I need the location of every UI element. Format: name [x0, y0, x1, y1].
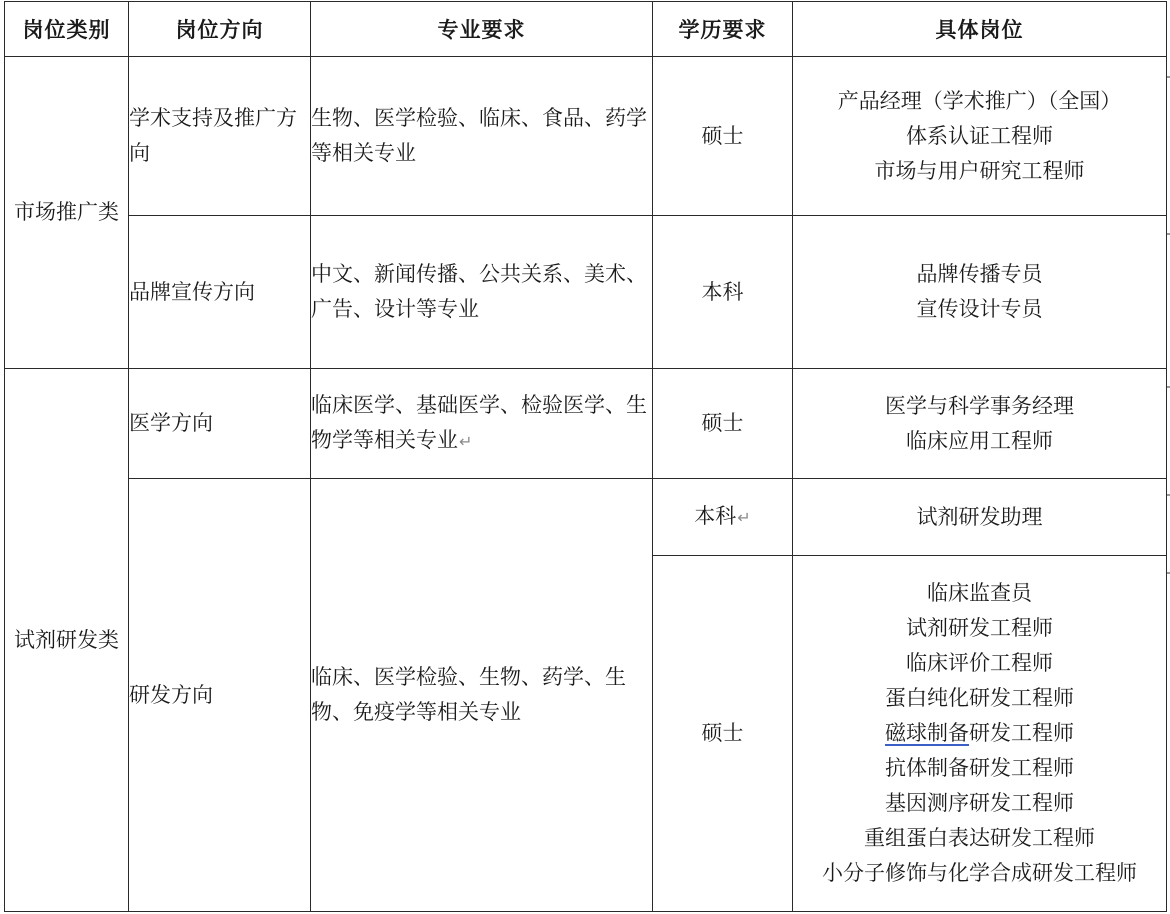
header-education: 学历要求 [653, 2, 793, 57]
position-item: 临床监查员 [927, 581, 1032, 605]
direction-label: 学术支持及推广方向 [129, 106, 297, 165]
major-cell [311, 369, 653, 479]
positions-cell [793, 369, 1167, 479]
position-item-suffix: 研发工程师 [969, 721, 1074, 745]
education-cell [653, 369, 793, 479]
major-text: 生物、医学检验、临床、食品、药学等相关专业 [311, 106, 647, 165]
position-item: 市场与用户研究工程师 [874, 158, 1085, 183]
direction-cell [129, 369, 311, 479]
category-label: 试剂研发类 [14, 627, 119, 652]
position-item: 医学与科学事务经理 [885, 393, 1074, 418]
paragraph-mark: ↵ [459, 432, 473, 451]
spellcheck-underlined-text: 磁球制备 [885, 721, 969, 745]
category-cell [5, 369, 129, 912]
direction-label: 医学方向 [129, 411, 213, 435]
position-item: 重组蛋白表达研发工程师 [864, 826, 1095, 850]
position-item: 抗体制备研发工程师 [885, 756, 1074, 780]
position-item: 产品经理（学术推广）（全国） [837, 88, 1122, 113]
table-header-row [5, 2, 1167, 57]
paragraph-mark: ↵ [737, 508, 751, 527]
direction-label: 研发方向 [129, 682, 213, 707]
header-category: 岗位类别 [5, 2, 129, 57]
education-text: 本科 [701, 279, 744, 304]
position-item: 试剂研发助理 [916, 504, 1043, 529]
position-item: 临床应用工程师 [906, 428, 1053, 453]
direction-cell [129, 57, 311, 216]
position-item: 宣传设计专员 [916, 297, 1043, 321]
education-cell [653, 479, 793, 556]
position-item: 基因测序研发工程师 [885, 791, 1074, 815]
major-text: 临床医学、基础医学、检验医学、生物学等相关专业 [311, 393, 647, 452]
table-row [5, 216, 1167, 369]
job-positions-table [4, 1, 1167, 912]
category-label: 市场推广类 [14, 200, 119, 224]
table-row [5, 479, 1167, 556]
header-direction: 岗位方向 [129, 2, 311, 57]
header-positions: 具体岗位 [793, 2, 1167, 57]
positions-cell [793, 57, 1167, 216]
category-cell [5, 57, 129, 369]
major-cell [311, 479, 653, 912]
direction-label: 品牌宣传方向 [129, 279, 255, 304]
major-cell [311, 57, 653, 216]
position-item: 蛋白纯化研发工程师 [885, 686, 1074, 710]
education-text: 硕士 [701, 721, 744, 745]
header-major: 专业要求 [311, 2, 653, 57]
direction-cell [129, 216, 311, 369]
major-cell [311, 216, 653, 369]
position-item: 试剂研发工程师 [906, 616, 1053, 640]
table-row [5, 369, 1167, 479]
education-text: 硕士 [701, 123, 744, 148]
position-item: 小分子修饰与化学合成研发工程师 [822, 861, 1137, 885]
major-text: 中文、新闻传播、公共关系、美术、广告、设计等专业 [311, 262, 647, 321]
education-cell [653, 556, 793, 912]
position-item: 体系认证工程师 [906, 123, 1053, 148]
education-cell [653, 57, 793, 216]
position-item: 品牌传播专员 [916, 262, 1043, 286]
position-item [793, 716, 1166, 751]
major-text: 临床、医学检验、生物、药学、生物、免疫学等相关专业 [311, 665, 626, 724]
positions-cell [793, 479, 1167, 556]
education-text: 本科 [694, 504, 737, 528]
education-text: 硕士 [701, 411, 744, 435]
position-item: 临床评价工程师 [906, 651, 1053, 675]
positions-cell [793, 216, 1167, 369]
table-row [5, 57, 1167, 216]
direction-cell [129, 479, 311, 912]
positions-cell [793, 556, 1167, 912]
education-cell [653, 216, 793, 369]
